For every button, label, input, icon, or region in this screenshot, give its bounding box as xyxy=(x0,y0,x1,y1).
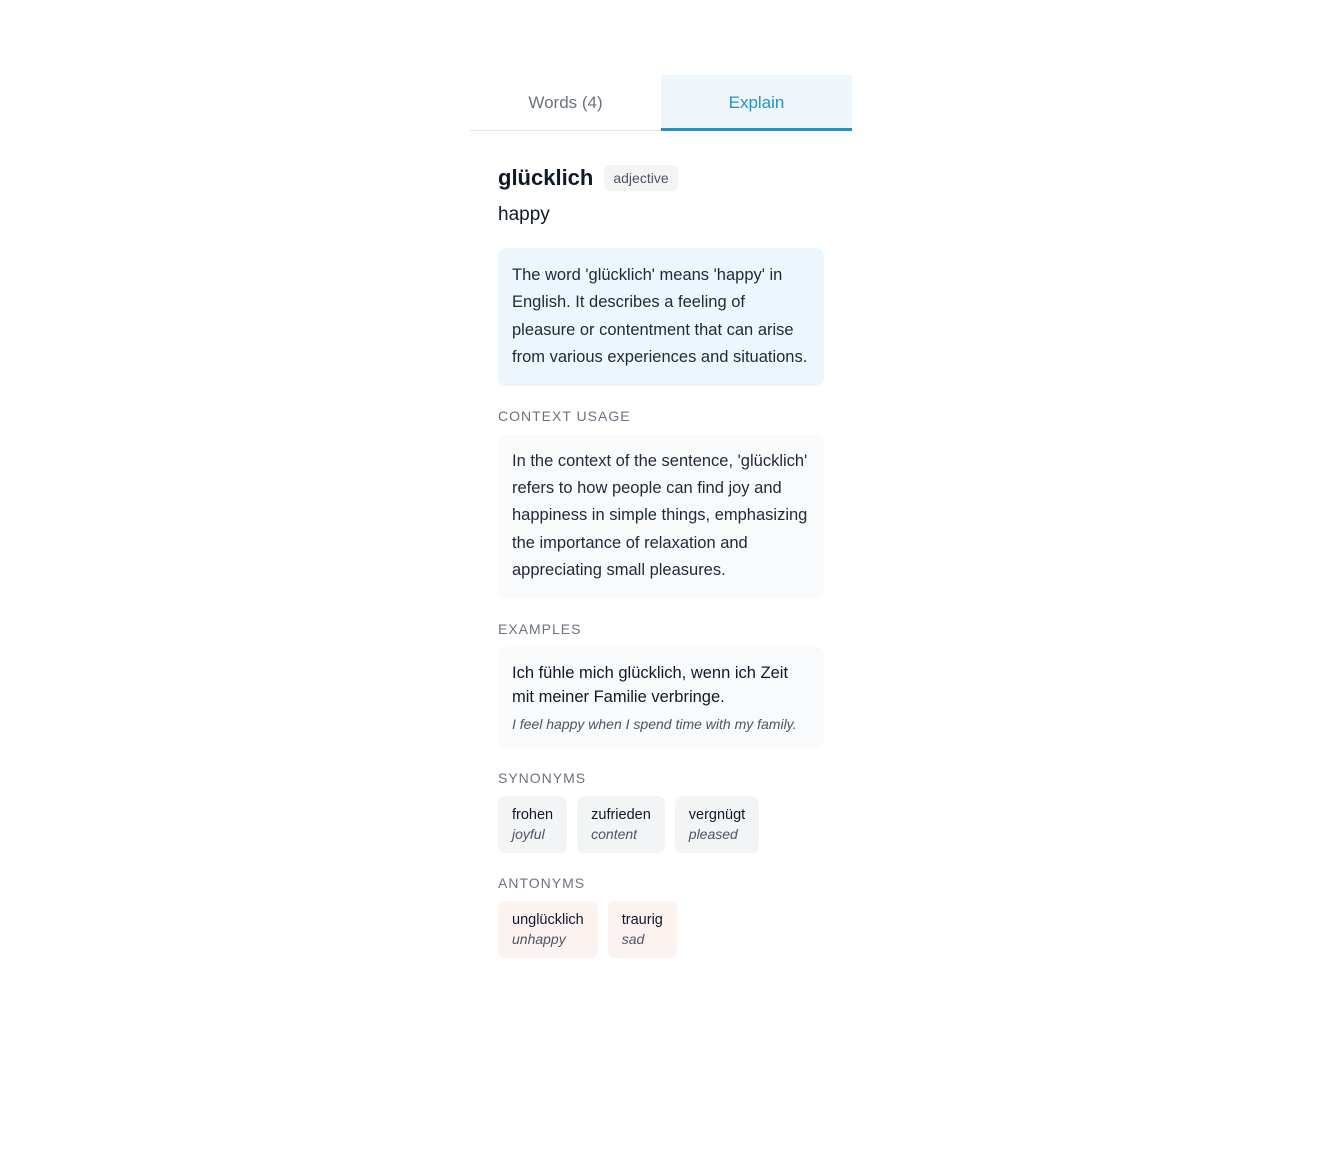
antonym-chip[interactable] xyxy=(608,901,677,958)
explanation-text: The word 'glücklich' means 'happy' in English. It describes a feeling of pleasure or contentment that can arise from various experiences and situations. xyxy=(512,266,808,367)
word-translation: happy xyxy=(498,204,550,225)
example-sentence: Ich fühle mich glücklich, wenn ich Zeit mit meiner Familie verbringe. xyxy=(512,663,789,706)
synonym-translation: pleased xyxy=(688,825,738,842)
tab-explain[interactable]: Explain xyxy=(661,75,852,131)
synonym-chip[interactable] xyxy=(498,796,567,853)
synonym-translation: content xyxy=(591,825,638,842)
context-usage-text: In the context of the sentence, 'glücklich' refers to how people can find joy and happiness in simple things, emphasizing the importance of relaxation and appreciating small pleasures. xyxy=(512,451,808,580)
synonym-chip[interactable] xyxy=(675,796,759,853)
synonym-chip[interactable] xyxy=(577,796,665,853)
synonym-translation: joyful xyxy=(512,825,545,842)
antonyms-list xyxy=(498,901,824,958)
antonym-chip[interactable] xyxy=(498,901,598,958)
synonyms-list xyxy=(498,796,824,853)
antonym-word: traurig xyxy=(621,911,663,928)
synonyms-label: SYNONYMS xyxy=(498,769,587,786)
tab-words[interactable]: Words (4) xyxy=(528,92,603,112)
antonym-word: unglücklich xyxy=(512,911,584,928)
context-usage-box xyxy=(498,434,824,599)
antonym-translation: unhappy xyxy=(512,930,566,947)
synonym-word: frohen xyxy=(512,806,554,823)
explain-content xyxy=(470,163,852,958)
synonym-word: vergnügt xyxy=(688,806,746,823)
tab-bar xyxy=(470,75,852,131)
explain-panel xyxy=(470,75,852,958)
examples-label: EXAMPLES xyxy=(498,620,582,637)
antonym-translation: sad xyxy=(621,930,645,947)
synonym-word: zufrieden xyxy=(591,806,651,823)
example-translation: I feel happy when I spend time with my family. xyxy=(512,715,797,732)
word-header xyxy=(498,163,824,193)
antonyms-label: ANTONYMS xyxy=(498,874,586,891)
part-of-speech-badge: adjective xyxy=(604,165,677,191)
word-title: glücklich xyxy=(498,165,594,190)
explanation-box xyxy=(498,248,824,386)
example-item xyxy=(498,647,824,748)
context-usage-label: CONTEXT USAGE xyxy=(498,407,631,424)
